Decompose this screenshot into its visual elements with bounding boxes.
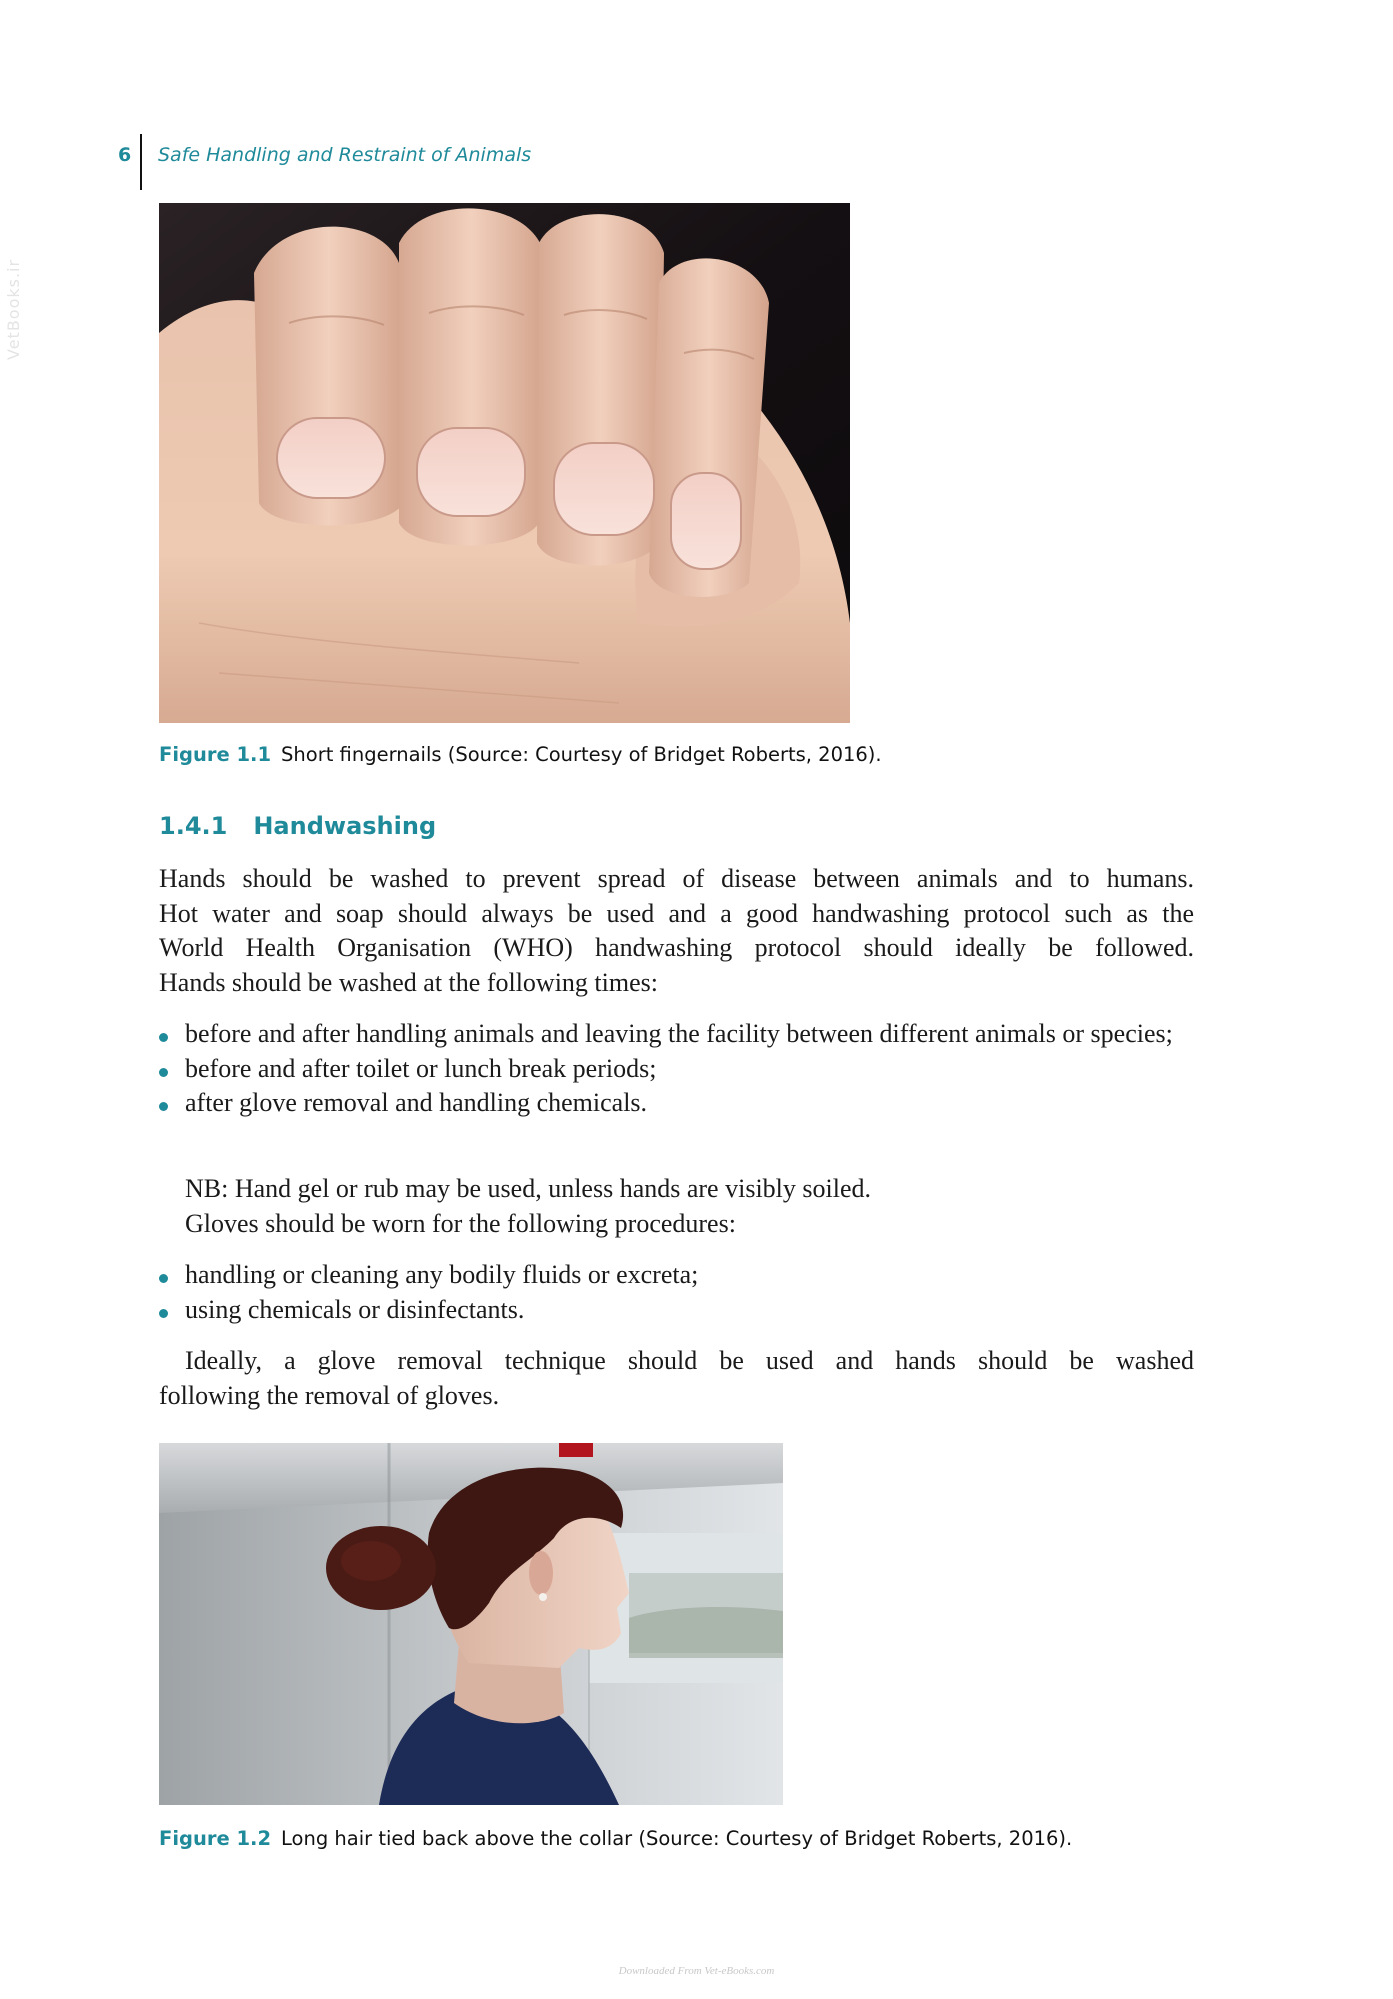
- figure-1-2-caption: [159, 1827, 1072, 1850]
- text-line: following the removal of gloves.: [159, 1380, 500, 1410]
- side-watermark: VetBooks.ir: [4, 258, 23, 360]
- list-item-text: using chemicals or disinfectants.: [185, 1294, 525, 1324]
- note-block: [159, 1172, 1194, 1241]
- hair-tied-back-illustration: [159, 1443, 783, 1805]
- list-item-text: before and after toilet or lunch break periods;: [185, 1053, 657, 1083]
- caption-text: Long hair tied back above the collar (Source: Courtesy of Bridget Roberts, 2016).: [281, 1827, 1073, 1850]
- bullet-icon: [159, 1068, 168, 1077]
- text-line: Hot water and soap should always be used and a good handwashing protocol such as the: [159, 898, 1194, 928]
- list-item: [159, 1258, 1194, 1293]
- handwashing-times-list: [159, 1017, 1194, 1121]
- text-line: Hands should be washed at the following times:: [159, 967, 658, 997]
- figure-label: Figure 1.2: [159, 1827, 272, 1850]
- text-line: Ideally, a glove removal technique should be used and hands should be washed: [185, 1346, 1194, 1375]
- text-line: World Health Organisation (WHO) handwashing protocol should ideally be followed.: [159, 933, 1194, 962]
- section-number: 1.4.1: [159, 812, 228, 840]
- figure-1-1-caption: [159, 743, 882, 766]
- list-item: [159, 1052, 1194, 1087]
- gloves-intro: Gloves should be worn for the following procedures:: [185, 1208, 736, 1238]
- text-line: Hands should be washed to prevent spread of disease between animals and to humans.: [159, 864, 1194, 893]
- bullet-icon: [159, 1102, 168, 1111]
- bullet-icon: [159, 1274, 168, 1283]
- fingernails-illustration: [159, 203, 850, 723]
- book-title: Safe Handling and Restraint of Animals: [158, 144, 532, 166]
- page-number: 6: [118, 144, 132, 166]
- footer-watermark: Downloaded From Vet-eBooks.com: [618, 1965, 775, 1977]
- note-text: NB: Hand gel or rub may be used, unless hands are visibly soiled.: [185, 1174, 871, 1203]
- bullet-icon: [159, 1309, 168, 1318]
- list-item-text: after glove removal and handling chemicals.: [185, 1088, 648, 1117]
- figure-label: Figure 1.1: [159, 743, 272, 766]
- section-heading: [159, 812, 436, 840]
- caption-text: Short fingernails (Source: Courtesy of Bridget Roberts, 2016).: [281, 743, 882, 766]
- bullet-icon: [159, 1033, 168, 1042]
- list-item: [159, 1293, 1194, 1328]
- list-item: [159, 1086, 1194, 1121]
- paragraph-handwashing-intro: [159, 862, 1194, 1000]
- paragraph-glove-removal: [159, 1344, 1194, 1413]
- list-item: [159, 1017, 1194, 1052]
- section-title: Handwashing: [253, 812, 437, 840]
- figure-1-1-photo: [159, 203, 850, 723]
- list-item-text: before and after handling animals and leaving the facility between different animals or species;: [185, 1019, 1173, 1048]
- header-divider: [140, 134, 142, 190]
- figure-1-2-photo: [159, 1443, 783, 1805]
- glove-procedures-list: [159, 1258, 1194, 1327]
- list-item-text: handling or cleaning any bodily fluids or excreta;: [185, 1260, 699, 1289]
